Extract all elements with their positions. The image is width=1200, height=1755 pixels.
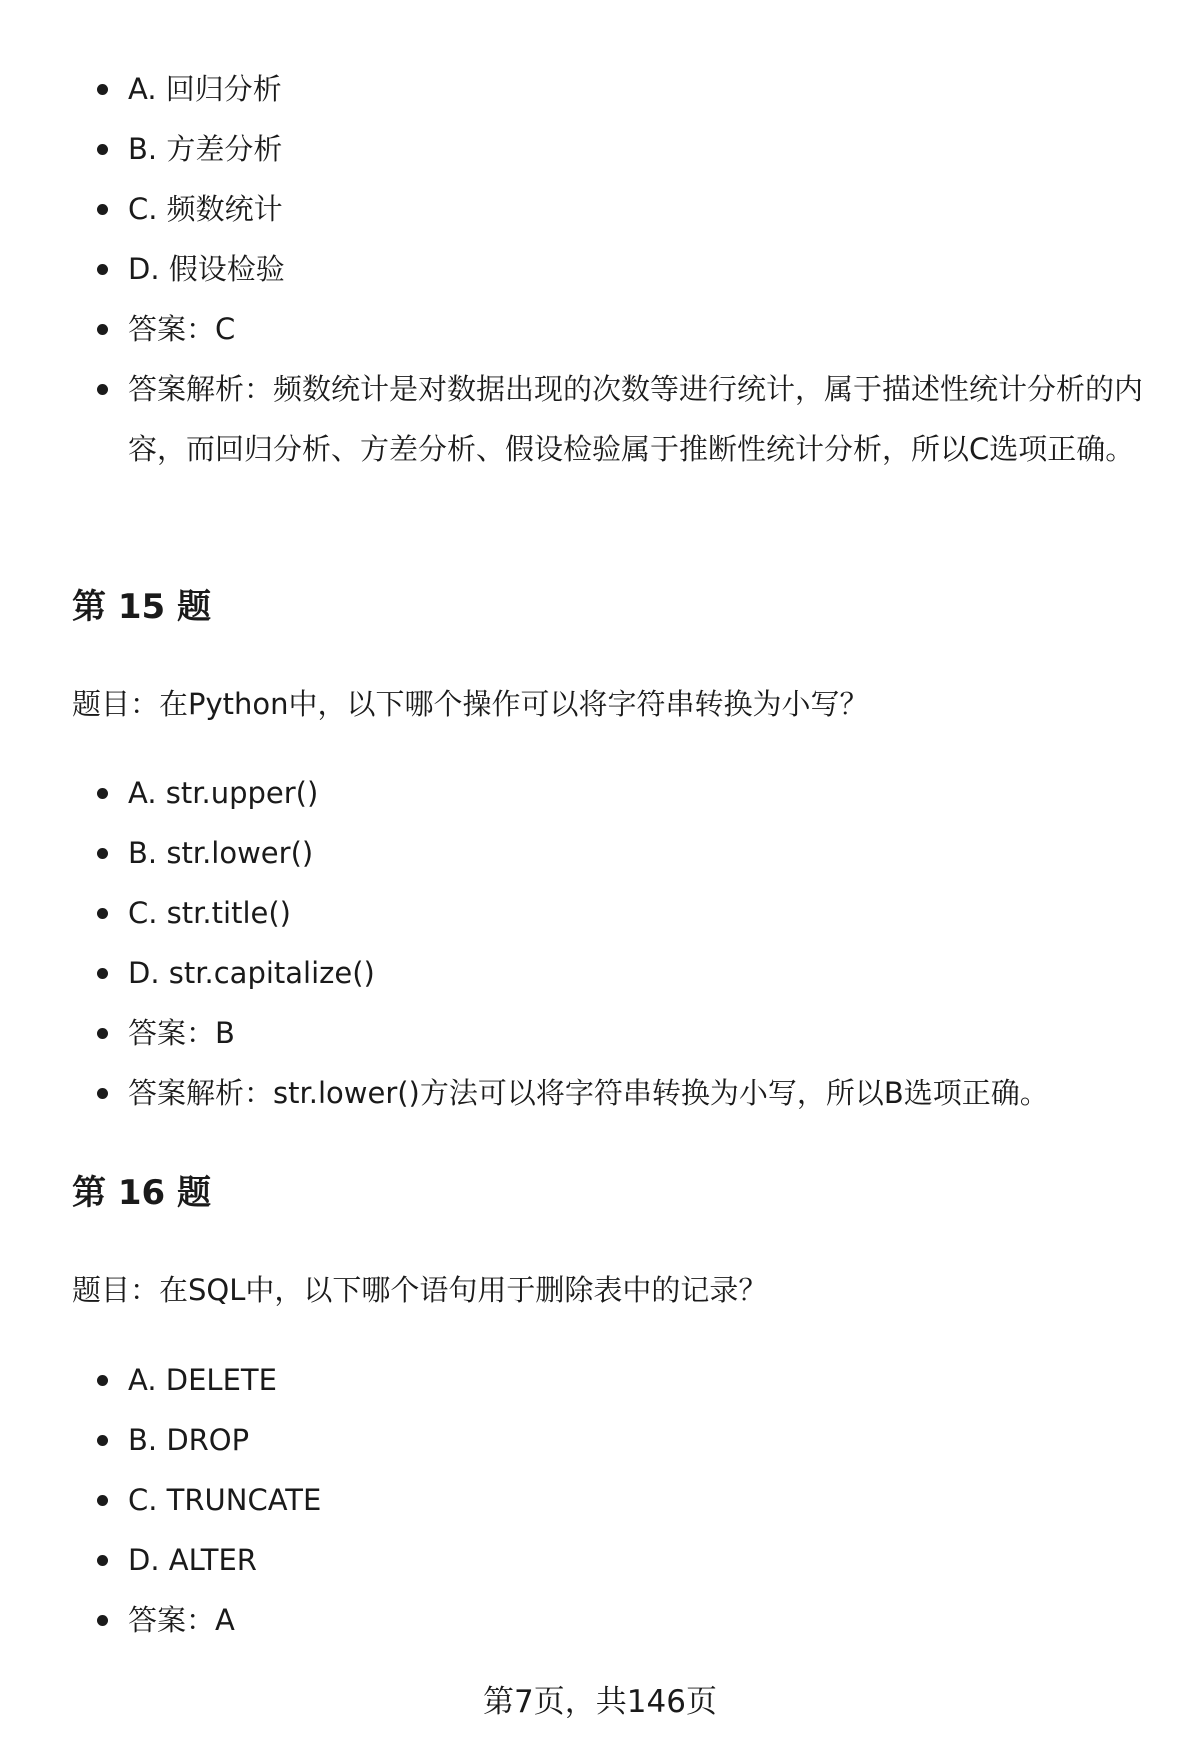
q15-option-b: B. str.lower() xyxy=(0,823,1200,883)
q14-option-d: D. 假设检验 xyxy=(0,239,1200,299)
q16-option-a: A. DELETE xyxy=(0,1350,1200,1410)
q15-question: 题目：在Python中，以下哪个操作可以将字符串转换为小写？ xyxy=(72,687,869,721)
q16-option-b: B. DROP xyxy=(0,1410,1200,1470)
q15-option-d: D. str.capitalize() xyxy=(0,943,1200,1003)
q14-option-list xyxy=(0,59,1200,479)
q16-option-list xyxy=(0,1350,1200,1650)
page-number: 第7页，共146页 xyxy=(483,1684,717,1720)
q14-explanation: 答案解析：频数统计是对数据出现的次数等进行统计，属于描述性统计分析的内容，而回归分析、方差分析、假设检验属于推断性统计分析，所以C选项正确。 xyxy=(0,359,1200,479)
q14-option-a: A. 回归分析 xyxy=(0,59,1200,119)
q14-option-b: B. 方差分析 xyxy=(0,119,1200,179)
q16-question: 题目：在SQL中，以下哪个语句用于删除表中的记录？ xyxy=(72,1273,768,1307)
q16-title: 第 16 题 xyxy=(72,1173,211,1213)
q15-option-a: A. str.upper() xyxy=(0,763,1200,823)
q16-option-d: D. ALTER xyxy=(0,1530,1200,1590)
q14-option-c: C. 频数统计 xyxy=(0,179,1200,239)
q15-title: 第 15 题 xyxy=(72,587,211,627)
q16-option-c: C. TRUNCATE xyxy=(0,1470,1200,1530)
q15-option-list xyxy=(0,763,1200,1123)
q14-answer: 答案：C xyxy=(0,299,1200,359)
q15-explanation: 答案解析：str.lower()方法可以将字符串转换为小写，所以B选项正确。 xyxy=(0,1063,1200,1123)
q16-answer: 答案：A xyxy=(0,1590,1200,1650)
q15-option-c: C. str.title() xyxy=(0,883,1200,943)
q15-answer: 答案：B xyxy=(0,1003,1200,1063)
